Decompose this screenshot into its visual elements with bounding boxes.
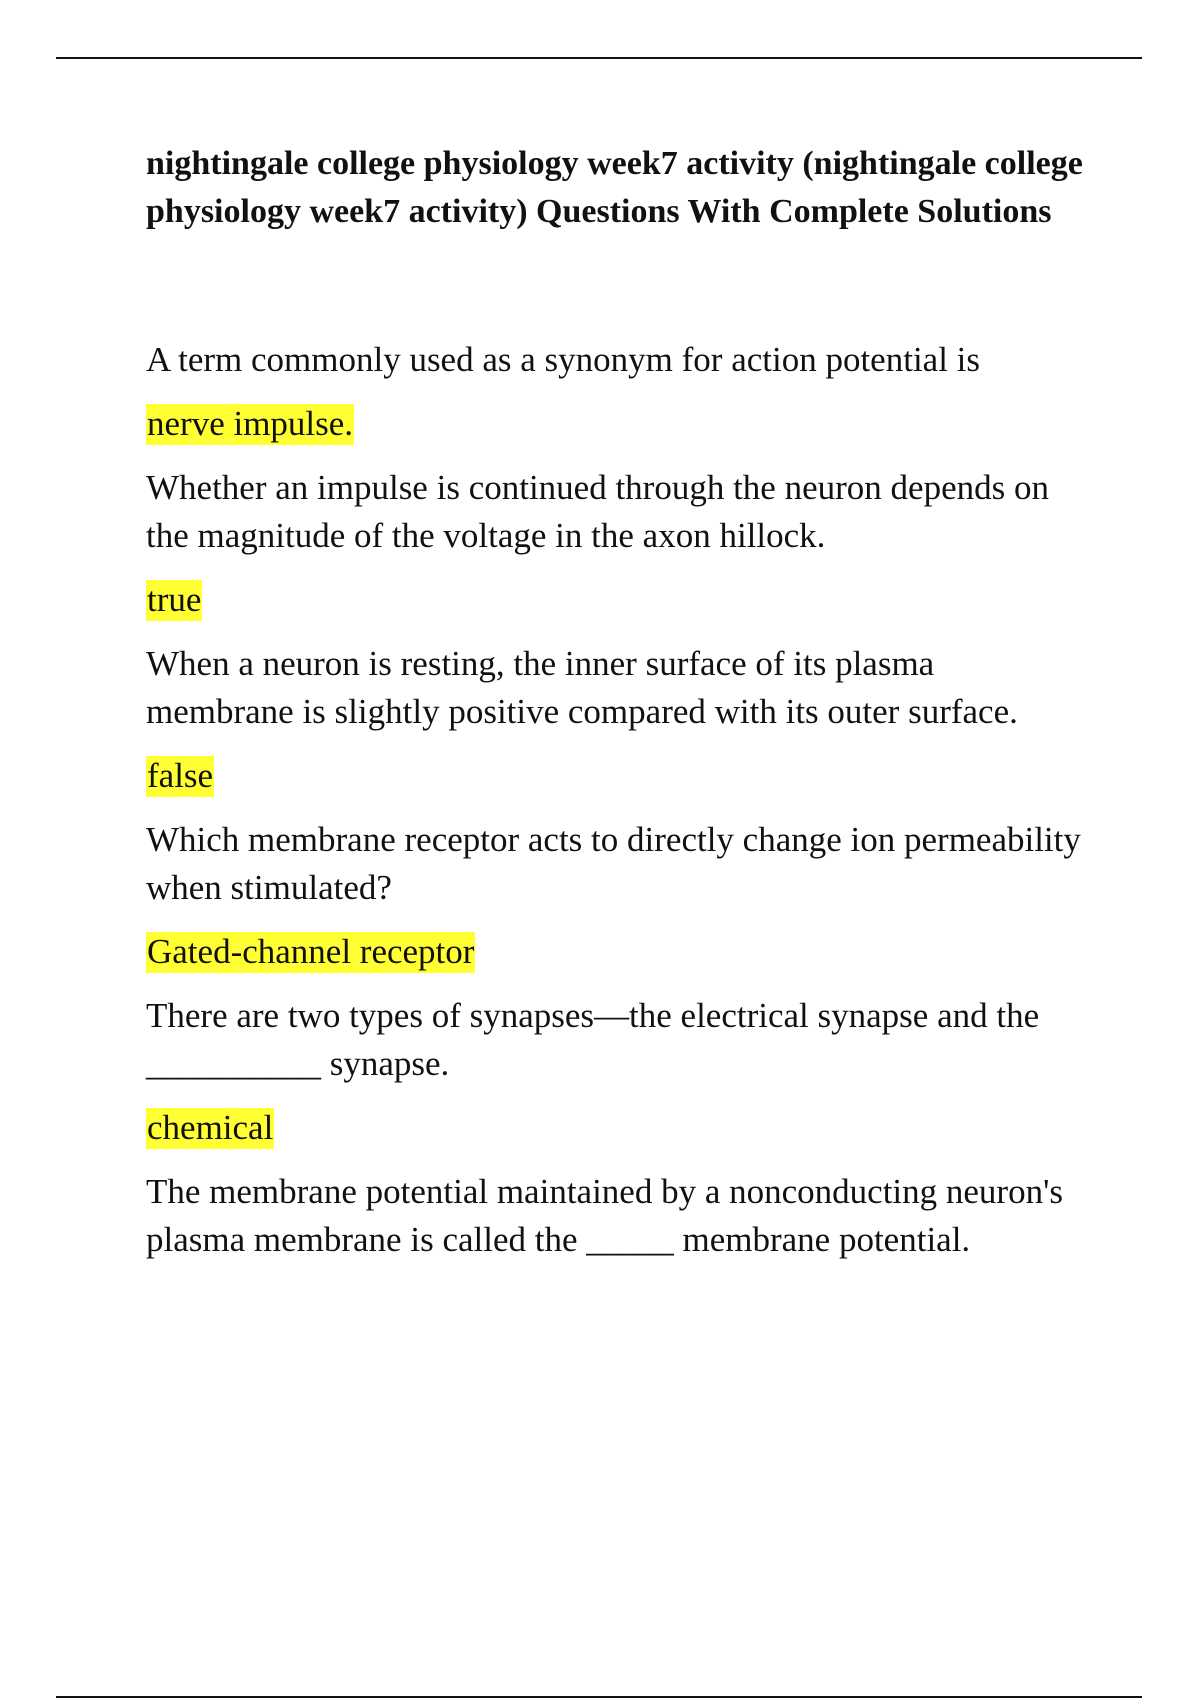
answer-block — [146, 930, 1086, 974]
highlighted-answer: chemical — [147, 1108, 274, 1147]
question-text: The membrane potential maintained by a nonconducting neuron's plasma membrane is called the _____ membrane potential. — [146, 1172, 1064, 1259]
highlighted-answer: false — [147, 756, 214, 795]
document-title: nightingale college physiology week7 activity (nightingale college physiology week7 activity) Questions With Complete Solutions — [146, 145, 1083, 230]
question-text: Which membrane receptor acts to directly change ion permeability when stimulated? — [146, 820, 1081, 907]
highlighted-answer: nerve impulse. — [147, 404, 354, 443]
answer-block — [146, 1106, 1086, 1150]
footer-rule — [56, 1696, 1142, 1698]
document-body — [146, 140, 1086, 1282]
highlighted-answer: true — [147, 580, 202, 619]
question-text: Whether an impulse is continued through the neuron depends on the magnitude of the voltage in the axon hillock. — [146, 468, 1049, 555]
header-rule — [56, 57, 1142, 59]
question-text: There are two types of synapses—the electrical synapse and the __________ synapse. — [146, 996, 1040, 1083]
qa-list — [146, 336, 1086, 1264]
question-text: When a neuron is resting, the inner surface of its plasma membrane is slightly positive compared with its outer surface. — [146, 644, 1018, 731]
question-text: A term commonly used as a synonym for action potential is — [146, 340, 981, 379]
answer-block — [146, 402, 1086, 446]
answer-block — [146, 578, 1086, 622]
answer-block — [146, 754, 1086, 798]
highlighted-answer: Gated-channel receptor — [147, 932, 475, 971]
